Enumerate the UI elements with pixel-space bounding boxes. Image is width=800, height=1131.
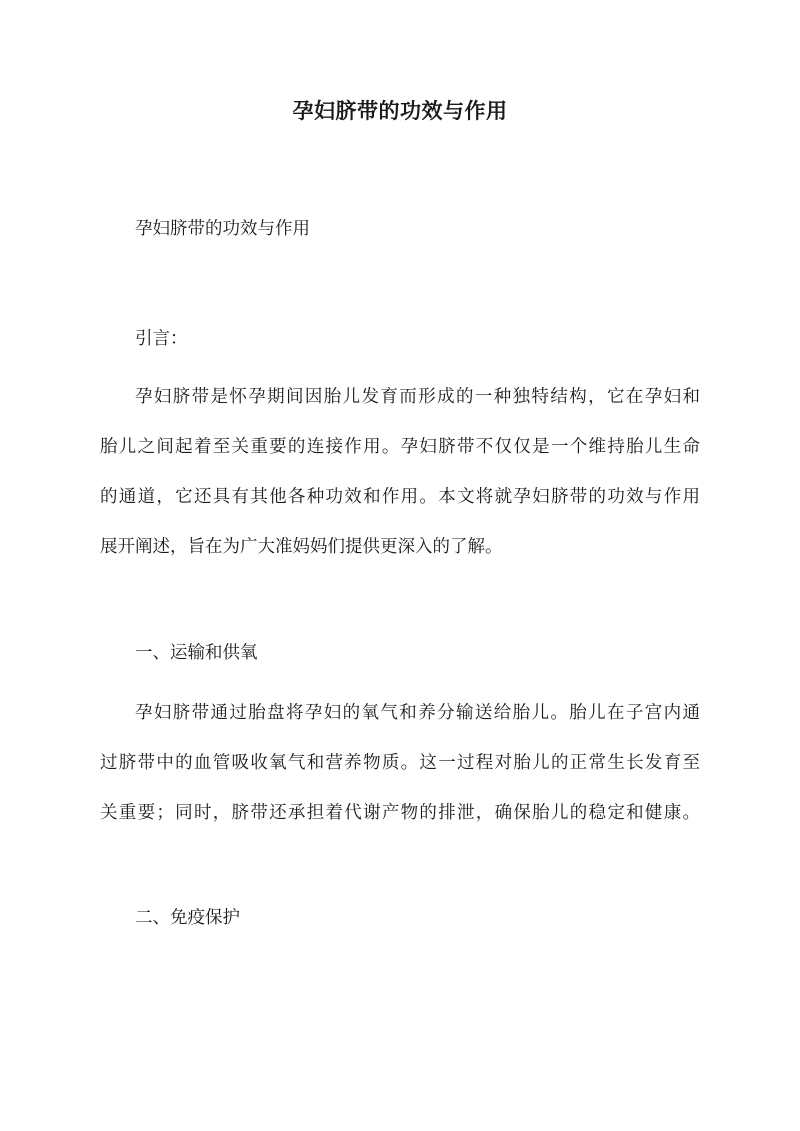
intro-line: 孕妇脐带是怀孕期间因胎儿发育而形成的一种独特结构，它在孕妇和	[135, 387, 700, 407]
intro-heading: 引言：	[135, 329, 188, 349]
intro-line: 的通道，它还具有其他各种功效和作用。本文将就孕妇脐带的功效与作用	[100, 487, 700, 507]
section-1-line: 过脐带中的血管吸收氧气和营养物质。这一过程对胎儿的正常生长发育至	[100, 753, 700, 773]
document-subtitle: 孕妇脐带的功效与作用	[135, 219, 310, 239]
section-1-line: 关重要；同时，脐带还承担着代谢产物的排泄，确保胎儿的稳定和健康。	[100, 803, 700, 823]
section-1-line: 孕妇脐带通过胎盘将孕妇的氧气和养分输送给胎儿。胎儿在子宫内通	[135, 703, 700, 723]
intro-line: 胎儿之间起着至关重要的连接作用。孕妇脐带不仅仅是一个维持胎儿生命	[100, 437, 700, 457]
document-title: 孕妇脐带的功效与作用	[292, 98, 508, 123]
section-1-heading: 一、运输和供氧	[135, 643, 258, 663]
section-2-heading: 二、免疫保护	[135, 908, 240, 928]
intro-line: 展开阐述，旨在为广大准妈妈们提供更深入的了解。	[100, 537, 503, 557]
